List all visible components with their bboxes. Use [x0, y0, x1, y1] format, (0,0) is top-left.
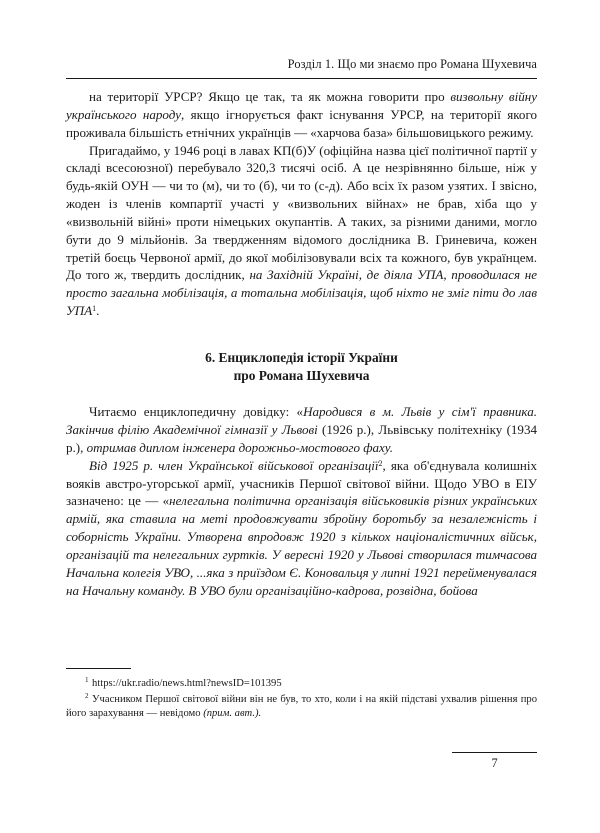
footnote-marker-1[interactable]: 1	[92, 303, 97, 313]
paragraph-vid-1925	[66, 457, 537, 600]
page-number: 7	[491, 756, 498, 770]
para3-run2-italic: Народився в м. Львів у сім'ї правника. Закінчив філію Академічної гімназії у Львові	[66, 404, 537, 437]
footnote-number: 1	[85, 676, 89, 685]
para2-run3: .	[96, 303, 100, 319]
footnote-text-italic: (прим. авт.).	[203, 708, 262, 720]
para4-run1-italic: Від 1925 р. член Української військової організації	[89, 457, 379, 473]
para1-run1: на території УРСР? Якщо це так, та як можна говорити про	[89, 89, 451, 104]
para4-run2: , яка об'єднувала колишніх вояків австро-угорської армії, учасників Першої світової війни. Щодо УВО в ЕІУ зазначено: це — «	[66, 457, 538, 509]
section-heading	[66, 320, 537, 403]
footnote-separator-rule	[66, 668, 131, 669]
paragraph-continuation	[66, 88, 537, 142]
footnote-area	[66, 668, 537, 723]
para1-run2-italic: визвольну війну українського народу	[66, 89, 537, 122]
footnote-item	[66, 677, 537, 692]
page-body	[66, 88, 537, 599]
para2-run2-italic: на Західній Україні, де діяла УПА, проводилася не просто загальна мобілізація, а тотальна мобілізація, щоб ніхто не зміг піти до лав УПА	[66, 267, 537, 319]
paragraph-chytaiemo	[66, 403, 537, 457]
footnote-marker-2[interactable]: 2	[378, 458, 383, 468]
para4-run3-italic: нелегальна політична організація військовиків різних українських армій, яка ставила на меті продовжувати збройну боротьбу за незалежність і соборність України. Утворена впродовж 1920 з кількох націоналістичних військ, організацій та нелегальних гуртків. У вересні 1920 у Львові створилася тимчасова Начальна колегія УВО, ...яка з приїздом Є. Коновальця у липні 1921 перейменувалася на Начальну команду. В УВО були організаційно-кадрова, розвідна, бойова	[66, 493, 537, 598]
paragraph-pryhadaimo	[66, 142, 537, 320]
para3-run1: Читаємо енциклопедичну довідку: «	[89, 404, 304, 420]
footnote-item	[66, 693, 537, 722]
document-page	[66, 0, 537, 833]
footnote-text: Учасником Першої світової війни він не був, то хто, коли і на якій підставі ухвалив рішення про його зарахування — невідомо	[66, 693, 537, 720]
footnote-text[interactable]: https://ukr.radio/news.html?newsID=101395	[92, 678, 282, 689]
header-divider-rule	[66, 78, 537, 79]
para1-run3: , якщо ігнорується факт існування УРСР, на території якого проживала більшість етнічних українців — «харчова база» більшовицького режиму.	[66, 106, 537, 140]
footnote-number: 2	[85, 691, 89, 700]
para2-run1: Пригадаймо, у 1946 році в лавах КП(б)У (офіційна назва цієї політичної партії у складі всесоюзної) перебувало 320,3 тисячі осіб. А це незрівнянно більше, ніж у будь-якій ОУН — чи то (м), чи то (б), чи то (с-д). Або всіх їх разом узятих. І звісно, жоден із членів компартії участі у «визвольних війнах» не брав, хіба що у «визвольній війні» проти німецьких окупантів. А таких, за різними даними, могло бути до 9 мільйонів. За твердженням відомого дослідника В. Гриневича, кожен третій боєць Червоної армії, до якої мобілізовували всіх та кожного, був українцем. До того ж, твердить дослідник,	[66, 142, 537, 283]
para3-run3: (1926 р.), Львівську політехніку (1934 р.),	[66, 422, 538, 455]
section-heading-line-1: 6. Енциклопедія історії України	[205, 349, 398, 365]
section-heading-line-2: про Романа Шухевича	[233, 367, 370, 383]
para3-run4-italic: отримав диплом інженера дорожньо-мостового фаху.	[86, 439, 394, 455]
running-header-title: Розділ 1. Що ми знаємо про Романа Шухевича	[287, 57, 537, 71]
folio-divider-rule	[452, 752, 537, 753]
